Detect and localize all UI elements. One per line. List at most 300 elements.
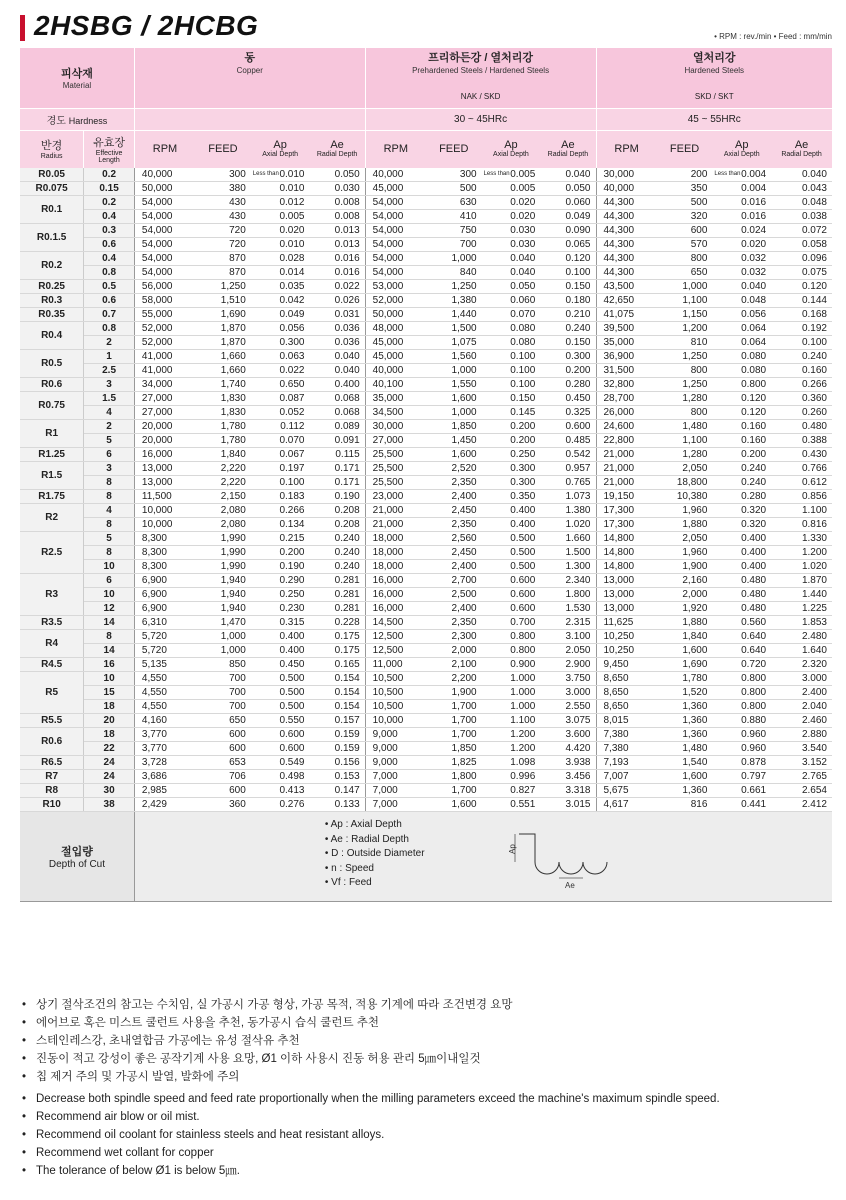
h-ae-cell xyxy=(771,756,832,770)
c-ae-cell xyxy=(310,336,366,350)
hardness-en: Hardness xyxy=(68,115,108,126)
h-ae-cell xyxy=(771,798,832,812)
copper-ap-header xyxy=(251,130,310,168)
cell-value: 0.260 xyxy=(801,407,827,419)
p-ap-cell xyxy=(482,742,541,756)
c-ae-cell xyxy=(310,434,366,448)
h-ap-cell xyxy=(712,238,771,252)
h-ae-cell xyxy=(771,602,832,616)
effective-length-cell: 0.8 xyxy=(84,322,135,336)
p-feed-cell xyxy=(426,672,482,686)
h-ae-cell xyxy=(771,308,832,322)
c-ap-cell xyxy=(251,238,310,252)
h-feed-cell xyxy=(657,616,713,630)
radius-cell: R0.075 xyxy=(20,182,84,196)
units-note: • RPM : rev./min • Feed : mm/min xyxy=(714,32,832,41)
c-rpm-cell xyxy=(134,378,195,392)
radius-cell: R0.1 xyxy=(20,196,84,224)
effective-length-cell: 30 xyxy=(84,784,135,798)
radius-cell: R3 xyxy=(20,574,84,616)
c-rpm-cell xyxy=(134,504,195,518)
cell-value: 2,150 xyxy=(220,491,246,503)
cell-value: 2,520 xyxy=(451,463,477,475)
c-feed-cell xyxy=(195,616,251,630)
p-ap-cell xyxy=(482,532,541,546)
prehardened-kr: 프리하든강 / 열처리강 xyxy=(428,52,533,64)
cell-value: 1,780 xyxy=(220,421,246,433)
table-row xyxy=(20,392,832,406)
effective-length-cell: 0.3 xyxy=(84,224,135,238)
cell-value: 1,280 xyxy=(682,393,708,405)
radius-cell: R7 xyxy=(20,770,84,784)
c-feed-cell xyxy=(195,714,251,728)
cell-value: 54,000 xyxy=(372,211,404,223)
prehardened-feed-header xyxy=(426,130,482,168)
p-ae-cell xyxy=(540,364,596,378)
radius-cell: R2.5 xyxy=(20,532,84,574)
h-rpm-cell xyxy=(596,630,657,644)
p-feed-cell xyxy=(426,588,482,602)
table-row xyxy=(20,546,832,560)
p-ae-cell xyxy=(540,238,596,252)
depth-of-cut-kr: 절입량 xyxy=(61,846,93,859)
cell-value: 40,100 xyxy=(372,379,404,391)
note-en-4: • Recommend wet collant for copper xyxy=(22,1144,720,1162)
prehardened-ae-header xyxy=(540,130,596,168)
c-rpm-cell xyxy=(134,672,195,686)
h-ap-cell xyxy=(712,252,771,266)
h-rpm-cell xyxy=(596,168,657,182)
cell-value: 19,150 xyxy=(603,491,635,503)
c-ae-cell xyxy=(310,588,366,602)
cell-value: 0.004 xyxy=(741,183,767,195)
p-ap-cell xyxy=(482,448,541,462)
c-ae-cell xyxy=(310,616,366,630)
h-ae-cell xyxy=(771,490,832,504)
cell-value: 58,000 xyxy=(141,295,173,307)
h-ae-cell xyxy=(771,322,832,336)
h-ae-cell xyxy=(771,518,832,532)
copper-feed-header xyxy=(195,130,251,168)
h-rpm-cell xyxy=(596,714,657,728)
c-feed-cell xyxy=(195,406,251,420)
h-rpm-cell xyxy=(596,574,657,588)
cell-value: 300 xyxy=(459,169,477,181)
effective-length-cell: 14 xyxy=(84,616,135,630)
p-rpm-cell xyxy=(365,490,426,504)
c-rpm-cell xyxy=(134,322,195,336)
c-feed-cell xyxy=(195,588,251,602)
cell-value: 700 xyxy=(229,687,246,699)
h-ae-cell xyxy=(771,294,832,308)
radius-cell: R1.5 xyxy=(20,462,84,490)
cell-value: 1,825 xyxy=(451,757,477,769)
c-ap-cell xyxy=(251,196,310,210)
cell-value: 1,000 xyxy=(682,281,708,293)
cell-value: 1,360 xyxy=(682,701,708,713)
cell-value: 0.500 xyxy=(279,701,305,713)
cell-value: 0.250 xyxy=(510,449,536,461)
cell-value: 44,300 xyxy=(603,211,635,223)
cell-value: 0.200 xyxy=(510,421,536,433)
p-feed-cell xyxy=(426,252,482,266)
cell-value: 0.228 xyxy=(334,617,360,629)
cell-value: 0.441 xyxy=(741,799,767,811)
h-rpm-cell xyxy=(596,224,657,238)
h-rpm-cell xyxy=(596,392,657,406)
c-feed-cell xyxy=(195,462,251,476)
depth-of-cut-label xyxy=(20,812,134,902)
h-rpm-cell xyxy=(596,518,657,532)
cell-value: 1.200 xyxy=(510,729,536,741)
cell-value: 0.022 xyxy=(334,281,360,293)
p-ae-cell xyxy=(540,350,596,364)
c-feed-cell xyxy=(195,658,251,672)
h-ae-cell xyxy=(771,280,832,294)
h-feed-cell xyxy=(657,378,713,392)
h-ap-cell xyxy=(712,728,771,742)
cell-value: 1.200 xyxy=(801,547,827,559)
c-feed-cell xyxy=(195,196,251,210)
radius-cell: R0.3 xyxy=(20,294,84,308)
cell-value: 7,380 xyxy=(603,743,629,755)
cell-value: 54,000 xyxy=(372,267,404,279)
cell-value: 850 xyxy=(229,659,246,671)
cell-value: 1,560 xyxy=(451,351,477,363)
cell-value: 41,000 xyxy=(141,365,173,377)
cell-value: 0.600 xyxy=(510,575,536,587)
h-ae-cell xyxy=(771,210,832,224)
cell-value: 2.412 xyxy=(801,799,827,811)
p-ap-cell xyxy=(482,462,541,476)
p-ae-cell xyxy=(540,714,596,728)
hardened-kr: 열처리강 xyxy=(692,52,736,64)
cell-value: 0.026 xyxy=(334,295,360,307)
h-feed-cell xyxy=(657,574,713,588)
cell-value: 0.032 xyxy=(741,253,767,265)
cell-value: 0.290 xyxy=(279,575,305,587)
cell-value: 0.004 xyxy=(741,169,767,181)
h-feed-cell xyxy=(657,322,713,336)
h-feed-cell xyxy=(657,588,713,602)
cell-value: 2,429 xyxy=(141,799,167,811)
h-ae-cell xyxy=(771,728,832,742)
cell-value: 1,660 xyxy=(220,351,246,363)
cell-value: 600 xyxy=(229,743,246,755)
prehardened-ap-sublabel: Axial Depth xyxy=(493,151,529,159)
p-rpm-cell xyxy=(365,182,426,196)
p-ae-cell xyxy=(540,616,596,630)
cell-value: 0.159 xyxy=(334,743,360,755)
p-ae-cell xyxy=(540,266,596,280)
cell-value: 3.075 xyxy=(565,715,591,727)
cell-value: 0.550 xyxy=(279,715,305,727)
c-ae-cell xyxy=(310,532,366,546)
cell-value: 54,000 xyxy=(141,197,173,209)
cell-value: 16,000 xyxy=(372,575,404,587)
cell-value: 40,000 xyxy=(141,169,173,181)
h-feed-cell xyxy=(657,406,713,420)
effective-length-cell: 22 xyxy=(84,742,135,756)
cell-value: 0.030 xyxy=(334,183,360,195)
cell-value: 0.500 xyxy=(279,687,305,699)
c-rpm-cell xyxy=(134,574,195,588)
cell-value: 2.550 xyxy=(565,701,591,713)
c-ae-cell xyxy=(310,714,366,728)
p-ae-cell xyxy=(540,448,596,462)
h-rpm-cell xyxy=(596,756,657,770)
cell-value: 0.070 xyxy=(279,435,305,447)
c-feed-cell xyxy=(195,210,251,224)
cell-value: 0.050 xyxy=(334,169,360,181)
h-ap-cell xyxy=(712,434,771,448)
cell-value: 24,600 xyxy=(603,421,635,433)
h-feed-cell xyxy=(657,448,713,462)
effective-length-cell: 5 xyxy=(84,532,135,546)
p-ap-cell xyxy=(482,728,541,742)
p-rpm-cell xyxy=(365,392,426,406)
h-rpm-cell xyxy=(596,672,657,686)
h-ae-cell xyxy=(771,658,832,672)
cell-value: 2.315 xyxy=(565,617,591,629)
cell-value: 2.040 xyxy=(801,701,827,713)
h-rpm-cell xyxy=(596,560,657,574)
table-row xyxy=(20,462,832,476)
h-feed-cell xyxy=(657,252,713,266)
table-row xyxy=(20,406,832,420)
cell-value: 0.400 xyxy=(741,547,767,559)
cell-value: 0.154 xyxy=(334,687,360,699)
h-feed-cell xyxy=(657,644,713,658)
cell-value: 3.152 xyxy=(801,757,827,769)
depth-of-cut-row xyxy=(20,812,832,902)
h-ap-cell xyxy=(712,364,771,378)
cell-value: 31,500 xyxy=(603,365,635,377)
h-rpm-cell xyxy=(596,378,657,392)
copper-ae-sublabel: Radial Depth xyxy=(316,151,358,159)
cell-value: 0.150 xyxy=(565,337,591,349)
ae-label: Ae xyxy=(564,881,575,891)
c-ap-cell xyxy=(251,602,310,616)
h-feed-cell xyxy=(657,672,713,686)
cell-value: 54,000 xyxy=(141,211,173,223)
c-rpm-cell xyxy=(134,532,195,546)
cell-value: 21,000 xyxy=(372,505,404,517)
cell-value: 0.120 xyxy=(741,407,767,419)
cell-value: 44,300 xyxy=(603,239,635,251)
cell-value: 0.266 xyxy=(279,505,305,517)
cell-value: 0.080 xyxy=(510,337,536,349)
prehardened-en: Prehardened Steels / Hardened Steels xyxy=(412,65,550,75)
c-ap-cell xyxy=(251,616,310,630)
h-ap-cell xyxy=(712,448,771,462)
p-rpm-cell xyxy=(365,168,426,182)
p-ap-cell xyxy=(482,420,541,434)
cell-value: 3.938 xyxy=(565,757,591,769)
p-ap-cell xyxy=(482,308,541,322)
table-row xyxy=(20,210,832,224)
cell-value: 1,700 xyxy=(451,785,477,797)
table-row xyxy=(20,364,832,378)
h-rpm-cell xyxy=(596,784,657,798)
cell-value: 1,380 xyxy=(451,295,477,307)
h-ap-cell xyxy=(712,210,771,224)
effective-length-header xyxy=(84,130,135,168)
hardened-grade: SKD / SKT xyxy=(596,86,832,108)
p-ap-cell xyxy=(482,756,541,770)
cell-value: 54,000 xyxy=(372,197,404,209)
table-row xyxy=(20,266,832,280)
effective-length-cell: 10 xyxy=(84,588,135,602)
cell-value: 0.400 xyxy=(741,561,767,573)
cell-value: 0.005 xyxy=(279,211,305,223)
c-feed-cell xyxy=(195,280,251,294)
cell-value: 0.096 xyxy=(801,253,827,265)
effective-length-cell: 8 xyxy=(84,476,135,490)
copper-rpm-label: RPM xyxy=(152,143,178,156)
cell-value: 1,690 xyxy=(682,659,708,671)
cell-value: 1,480 xyxy=(682,743,708,755)
p-ap-cell xyxy=(482,490,541,504)
cell-value: 0.022 xyxy=(279,365,305,377)
cell-value: 5,720 xyxy=(141,645,167,657)
cell-value: 6,900 xyxy=(141,589,167,601)
cell-value: 8,300 xyxy=(141,533,167,545)
cell-value: 0.210 xyxy=(565,309,591,321)
c-ae-cell xyxy=(310,252,366,266)
table-row xyxy=(20,574,832,588)
cell-value: 1,000 xyxy=(220,631,246,643)
legend-vf: • Vf : Feed xyxy=(324,877,372,889)
p-feed-cell xyxy=(426,784,482,798)
material-label-cell xyxy=(20,48,134,108)
cell-value: 600 xyxy=(229,785,246,797)
effective-length-cell: 8 xyxy=(84,546,135,560)
table-row xyxy=(20,714,832,728)
h-ap-cell xyxy=(712,546,771,560)
effective-length-cell: 20 xyxy=(84,714,135,728)
cell-value: 0.280 xyxy=(741,491,767,503)
c-rpm-cell xyxy=(134,476,195,490)
note-en-5: • The tolerance of below Ø1 is below 5㎛. xyxy=(22,1162,720,1180)
c-ap-cell xyxy=(251,420,310,434)
c-ae-cell xyxy=(310,560,366,574)
cell-value: 35,000 xyxy=(603,337,635,349)
h-rpm-cell xyxy=(596,476,657,490)
cell-value: 3.015 xyxy=(565,799,591,811)
h-feed-cell xyxy=(657,476,713,490)
p-ae-cell xyxy=(540,252,596,266)
cell-value: 0.960 xyxy=(741,743,767,755)
cell-value: 0.400 xyxy=(279,645,305,657)
p-rpm-cell xyxy=(365,518,426,532)
cell-value: 54,000 xyxy=(141,225,173,237)
cell-value: 0.040 xyxy=(334,365,360,377)
cell-value: 0.056 xyxy=(741,309,767,321)
p-rpm-cell xyxy=(365,616,426,630)
radius-cell: R4 xyxy=(20,630,84,658)
cell-value: 3.600 xyxy=(565,729,591,741)
cell-value: 10,000 xyxy=(141,505,173,517)
effective-length-cell: 24 xyxy=(84,756,135,770)
cell-value: 1,660 xyxy=(220,365,246,377)
cell-value: 1,600 xyxy=(682,645,708,657)
h-rpm-cell xyxy=(596,490,657,504)
h-ap-cell xyxy=(712,392,771,406)
p-rpm-cell xyxy=(365,574,426,588)
cell-value: 44,300 xyxy=(603,225,635,237)
cell-value: 1.853 xyxy=(801,617,827,629)
cell-value: 840 xyxy=(459,267,477,279)
h-feed-cell xyxy=(657,798,713,812)
c-ap-cell xyxy=(251,336,310,350)
h-rpm-cell xyxy=(596,658,657,672)
table-row xyxy=(20,602,832,616)
radius-cell: R4.5 xyxy=(20,658,84,672)
radius-cell: R1 xyxy=(20,420,84,448)
cell-value: 1,250 xyxy=(682,379,708,391)
depth-of-cut-legend xyxy=(325,818,425,891)
c-ae-cell xyxy=(310,672,366,686)
h-rpm-cell xyxy=(596,252,657,266)
p-feed-cell xyxy=(426,294,482,308)
c-ap-cell xyxy=(251,798,310,812)
cell-value: 2,050 xyxy=(682,463,708,475)
table-row xyxy=(20,686,832,700)
cell-value: 50,000 xyxy=(372,309,404,321)
cell-value: 410 xyxy=(459,211,477,223)
h-ap-cell xyxy=(712,350,771,364)
c-ap-cell xyxy=(251,406,310,420)
page-header xyxy=(20,12,832,46)
cell-value: 0.800 xyxy=(741,687,767,699)
effective-length-cell: 0.2 xyxy=(84,168,135,182)
h-rpm-cell xyxy=(596,686,657,700)
c-ae-cell xyxy=(310,798,366,812)
c-rpm-cell xyxy=(134,364,195,378)
cell-value: 54,000 xyxy=(372,239,404,251)
p-feed-cell xyxy=(426,364,482,378)
cell-value: 1.640 xyxy=(801,645,827,657)
cell-value: 2,220 xyxy=(220,463,246,475)
cell-value: 0.800 xyxy=(741,379,767,391)
p-ap-cell xyxy=(482,238,541,252)
h-feed-cell xyxy=(657,518,713,532)
cell-value: 0.089 xyxy=(334,421,360,433)
cell-value: 11,000 xyxy=(372,659,403,671)
c-rpm-cell xyxy=(134,434,195,448)
p-rpm-cell xyxy=(365,784,426,798)
h-ap-cell xyxy=(712,420,771,434)
h-ap-cell xyxy=(712,644,771,658)
cell-value: 1,870 xyxy=(220,323,246,335)
p-ae-cell xyxy=(540,168,596,182)
cell-value: 0.153 xyxy=(334,771,360,783)
effective-length-cell: 4 xyxy=(84,504,135,518)
cell-value: 1,850 xyxy=(451,421,477,433)
cell-value: 0.020 xyxy=(279,225,305,237)
h-rpm-cell xyxy=(596,644,657,658)
h-ae-cell xyxy=(771,168,832,182)
p-rpm-cell xyxy=(365,252,426,266)
c-ap-cell xyxy=(251,756,310,770)
c-rpm-cell xyxy=(134,630,195,644)
c-ap-cell xyxy=(251,308,310,322)
p-feed-cell xyxy=(426,378,482,392)
c-ae-cell xyxy=(310,504,366,518)
p-ap-cell xyxy=(482,294,541,308)
cell-value: 13,000 xyxy=(603,589,635,601)
